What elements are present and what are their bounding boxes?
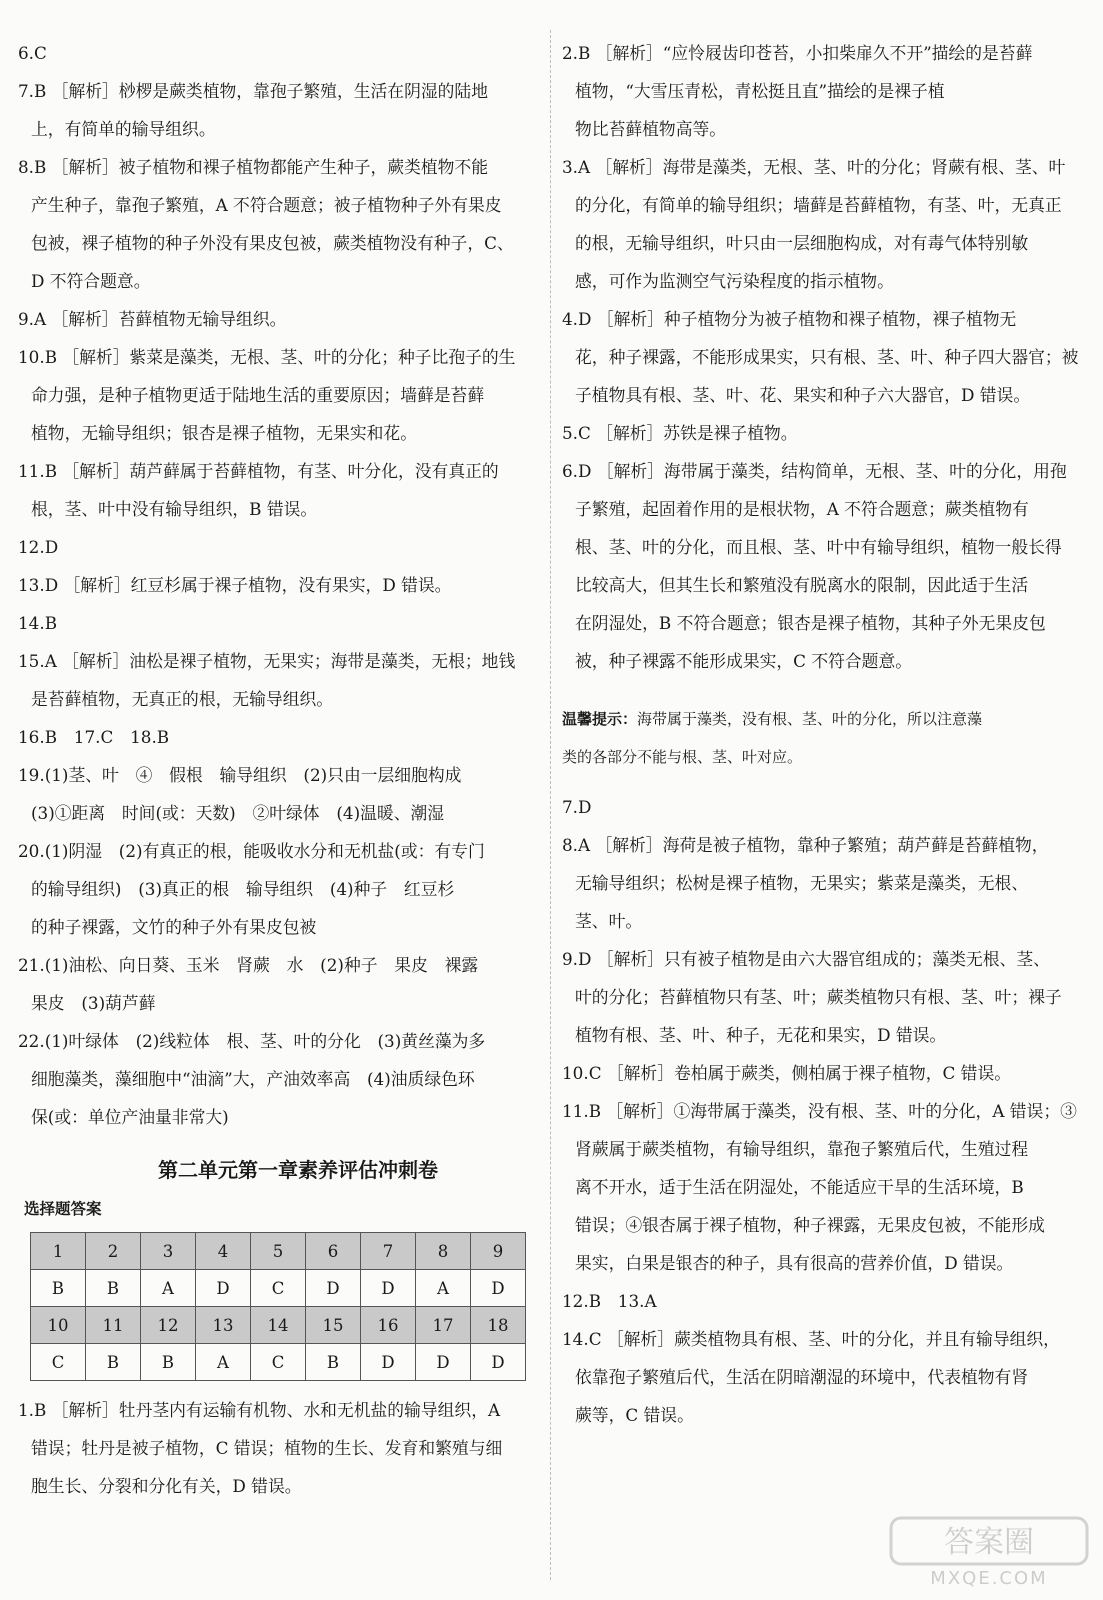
- entry-line: 无输导组织；松树是裸子植物，无果实；紫菜是藻类，无根、: [575, 873, 1029, 893]
- answer-entry: [18, 946, 538, 1022]
- entry-line: 14.C ［解析］蕨类植物具有根、茎、叶的分化，并且有输导组织，: [562, 1329, 1060, 1349]
- entry-line: 7.B ［解析］桫椤是蕨类植物，靠孢子繁殖，生活在阴湿的陆地: [18, 81, 488, 101]
- right-entries: [562, 34, 1084, 680]
- entry-line: 11.B ［解析］①海带属于藻类，没有根、茎、叶的分化，A 错误；③: [562, 1101, 1077, 1121]
- answer-cell: 13: [196, 1307, 251, 1344]
- entry-line: 包被，裸子植物的种子外没有果皮包被，蕨类植物没有种子，C、: [31, 233, 514, 253]
- answer-cell: A: [196, 1344, 251, 1381]
- answer-number-row: [31, 1307, 526, 1344]
- entry-line: 8.B ［解析］被子植物和裸子植物都能产生种子，蕨类植物不能: [18, 157, 488, 177]
- entry-line: 22.(1)叶绿体 (2)线粒体 根、茎、叶的分化 (3)黄丝藻为多: [18, 1031, 486, 1051]
- left-after-entries: [18, 1391, 538, 1505]
- svg-text:答案圈: 答案圈: [944, 1525, 1034, 1560]
- answer-entry: [562, 34, 1084, 148]
- column-divider: [550, 30, 551, 1580]
- entry-line: 的分化，有简单的输导组织；墙藓是苔藓植物，有茎、叶，无真正: [575, 195, 1062, 215]
- answer-cell: 15: [306, 1307, 361, 1344]
- entry-line: 2.B ［解析］“应怜屐齿印苍苔，小扣柴扉久不开”描绘的是苔藓: [562, 43, 1033, 63]
- entry-line: 胞生长、分裂和分化有关，D 错误。: [31, 1476, 302, 1496]
- answer-entry: [18, 718, 538, 756]
- answer-entry: [562, 826, 1084, 940]
- answer-choice-row: [31, 1270, 526, 1307]
- answer-entry: [562, 1282, 1084, 1320]
- tip-line: 类的各部分不能与根、茎、叶对应。: [562, 748, 803, 766]
- answer-cell: B: [306, 1344, 361, 1381]
- answer-entry: [18, 604, 538, 642]
- entry-line: 植物有根、茎、叶、种子，无花和果实，D 错误。: [575, 1025, 947, 1045]
- answer-cell: 2: [86, 1233, 141, 1270]
- watermark-logo: [889, 1516, 1089, 1588]
- answer-cell: B: [86, 1344, 141, 1381]
- entry-line: (3)①距离 时间(或：天数) ②叶绿体 (4)温暖、潮湿: [31, 803, 445, 823]
- entry-line: 21.(1)油松、向日葵、玉米 肾蕨 水 (2)种子 果皮 裸露: [18, 955, 479, 975]
- answer-entry: [562, 300, 1084, 414]
- answer-cell: C: [251, 1270, 306, 1307]
- entry-line: 子繁殖，起固着作用的是根状物，A 不符合题意；蕨类植物有: [575, 499, 1029, 519]
- answer-cell: D: [196, 1270, 251, 1307]
- answer-entry: [18, 300, 538, 338]
- answer-entry: [18, 1022, 538, 1136]
- answer-entry: [18, 566, 538, 604]
- answer-cell: 14: [251, 1307, 306, 1344]
- answer-cell: 10: [31, 1307, 86, 1344]
- answer-cell: B: [31, 1270, 86, 1307]
- answer-cell: 16: [361, 1307, 416, 1344]
- answer-cell: D: [471, 1270, 526, 1307]
- tip-box: [562, 700, 1084, 776]
- right-after-entries: [562, 788, 1084, 1434]
- answer-cell: C: [31, 1344, 86, 1381]
- entry-line: 15.A ［解析］油松是裸子植物，无果实；海带是藻类，无根；地钱: [18, 651, 516, 671]
- answer-entry: [18, 452, 538, 528]
- section-title: 第二单元第一章素养评估冲刺卷: [158, 1158, 438, 1182]
- answer-entry: [562, 452, 1084, 680]
- entry-line: 子植物具有根、茎、叶、花、果实和种子六大器官，D 错误。: [575, 385, 1031, 405]
- answer-entry: [18, 528, 538, 566]
- entry-line: 的根，无输导组织，叶只由一层细胞构成，对有毒气体特别敏: [575, 233, 1029, 253]
- entry-line: 被，种子裸露不能形成果实，C 不符合题意。: [575, 651, 913, 671]
- answer-cell: C: [251, 1344, 306, 1381]
- answer-entry: [18, 148, 538, 300]
- entry-line: 13.D ［解析］红豆杉属于裸子植物，没有果实，D 错误。: [18, 575, 452, 595]
- left-column: [18, 34, 538, 1505]
- entry-line: 6.C: [18, 43, 47, 63]
- entry-line: 10.B ［解析］紫菜是藻类，无根、茎、叶的分化；种子比孢子的生: [18, 347, 516, 367]
- entry-line: 离不开水，适于生活在阴湿处，不能适应干旱的生活环境，B: [575, 1177, 1024, 1197]
- answer-entry: [18, 1391, 538, 1505]
- answer-entry: [18, 832, 538, 946]
- answer-cell: 6: [306, 1233, 361, 1270]
- answer-entry: [562, 1054, 1084, 1092]
- answer-table: [30, 1232, 526, 1381]
- entry-line: 错误；牡丹是被子植物，C 错误；植物的生长、发育和繁殖与细: [31, 1438, 503, 1458]
- answer-cell: 12: [141, 1307, 196, 1344]
- entry-line: 16.B 17.C 18.B: [18, 727, 170, 747]
- answer-cell: D: [471, 1344, 526, 1381]
- entry-line: 肾蕨属于蕨类植物，有输导组织，靠孢子繁殖后代，生殖过程: [575, 1139, 1029, 1159]
- entry-line: 植物，“大雪压青松，青松挺且直”描绘的是裸子植: [575, 81, 945, 101]
- entry-line: 10.C ［解析］卷柏属于蕨类，侧柏属于裸子植物，C 错误。: [562, 1063, 1012, 1083]
- entry-line: 保(或：单位产油量非常大): [31, 1107, 229, 1127]
- entry-line: 果皮 (3)葫芦藓: [31, 993, 156, 1013]
- entry-line: 14.B: [18, 613, 58, 633]
- answer-cell: A: [416, 1270, 471, 1307]
- entry-line: 19.(1)茎、叶 ④ 假根 输导组织 (2)只由一层细胞构成: [18, 765, 462, 785]
- answer-entry: [562, 1092, 1084, 1282]
- answer-cell: D: [361, 1344, 416, 1381]
- answer-cell: 18: [471, 1307, 526, 1344]
- entry-line: 根，茎、叶中没有输导组织，B 错误。: [31, 499, 318, 519]
- entry-line: 细胞藻类，藻细胞中“油滴”大，产油效率高 (4)油质绿色环: [31, 1069, 475, 1089]
- entry-line: 9.D ［解析］只有被子植物是由六大器官组成的；藻类无根、茎、: [562, 949, 1050, 969]
- answer-cell: B: [141, 1344, 196, 1381]
- entry-line: 依靠孢子繁殖后代，生活在阴暗潮湿的环境中，代表植物有肾: [575, 1367, 1029, 1387]
- answer-entry: [562, 1320, 1084, 1434]
- entry-line: 命力强，是种子植物更适于陆地生活的重要原因；墙藓是苔藓: [31, 385, 485, 405]
- answer-cell: B: [86, 1270, 141, 1307]
- answer-cell: 11: [86, 1307, 141, 1344]
- entry-line: 在阴湿处，B 不符合题意；银杏是裸子植物，其种子外无果皮包: [575, 613, 1046, 633]
- entry-line: 产生种子，靠孢子繁殖，A 不符合题意；被子植物种子外有果皮: [31, 195, 502, 215]
- entry-line: 果实，白果是银杏的种子，具有很高的营养价值，D 错误。: [575, 1253, 1014, 1273]
- answer-entry: [18, 34, 538, 72]
- entry-line: 感，可作为监测空气污染程度的指示植物。: [575, 271, 894, 291]
- answer-cell: 1: [31, 1233, 86, 1270]
- section-subtitle: 选择题答案: [24, 1199, 102, 1218]
- entry-line: 3.A ［解析］海带是藻类，无根、茎、叶的分化；肾蕨有根、茎、叶: [562, 157, 1066, 177]
- left-entries: [18, 34, 538, 1136]
- entry-line: 植物，无输导组织；银杏是裸子植物，无果实和花。: [31, 423, 417, 443]
- entry-line: 11.B ［解析］葫芦藓属于苔藓植物，有茎、叶分化，没有真正的: [18, 461, 499, 481]
- tip-line: 海带属于藻类，没有根、茎、叶的分化，所以注意藻: [637, 710, 983, 728]
- entry-line: 20.(1)阴湿 (2)有真正的根，能吸收水分和无机盐(或：有专门: [18, 841, 485, 861]
- entry-line: 根、茎、叶的分化，而且根、茎、叶中有输导组织，植物一般长得: [575, 537, 1062, 557]
- right-column: [562, 34, 1084, 1434]
- answer-cell: D: [416, 1344, 471, 1381]
- entry-line: 茎、叶。: [575, 911, 643, 931]
- answer-entry: [18, 642, 538, 718]
- entry-line: 花，种子裸露，不能形成果实，只有根、茎、叶、种子四大器官；被: [575, 347, 1079, 367]
- answer-entry: [562, 940, 1084, 1054]
- entry-line: 上，有简单的输导组织。: [31, 119, 216, 139]
- svg-text:MXQE.COM: MXQE.COM: [930, 1568, 1048, 1588]
- entry-line: 是苔藓植物，无真正的根，无输导组织。: [31, 689, 334, 709]
- answer-cell: A: [141, 1270, 196, 1307]
- answer-entry: [18, 338, 538, 452]
- answer-entry: [562, 788, 1084, 826]
- answer-cell: 5: [251, 1233, 306, 1270]
- answer-choice-row: [31, 1344, 526, 1381]
- entry-line: D 不符合题意。: [31, 271, 151, 291]
- entry-line: 的种子裸露，文竹的种子外有果皮包被: [31, 917, 317, 937]
- entry-line: 4.D ［解析］种子植物分为被子植物和裸子植物，裸子植物无: [562, 309, 1017, 329]
- answer-entry: [18, 72, 538, 148]
- entry-line: 物比苔藓植物高等。: [575, 119, 727, 139]
- tip-title: 温馨提示：: [562, 710, 638, 728]
- entry-line: 1.B ［解析］牡丹茎内有运输有机物、水和无机盐的输导组织，A: [18, 1400, 501, 1420]
- entry-line: 的输导组织) (3)真正的根 输导组织 (4)种子 红豆杉: [31, 879, 455, 899]
- answer-entry: [18, 756, 538, 832]
- entry-line: 叶的分化；苔藓植物只有茎、叶；蕨类植物只有根、茎、叶；裸子: [575, 987, 1062, 1007]
- entry-line: 比较高大，但其生长和繁殖没有脱离水的限制，因此适于生活: [575, 575, 1029, 595]
- answer-cell: D: [306, 1270, 361, 1307]
- answer-entry: [562, 148, 1084, 300]
- entry-line: 12.B 13.A: [562, 1291, 657, 1311]
- answer-cell: 9: [471, 1233, 526, 1270]
- entry-line: 12.D: [18, 537, 59, 557]
- entry-line: 错误；④银杏属于裸子植物，种子裸露，无果皮包被，不能形成: [575, 1215, 1045, 1235]
- entry-line: 蕨等，C 错误。: [575, 1405, 694, 1425]
- entry-line: 7.D: [562, 797, 592, 817]
- answer-cell: D: [361, 1270, 416, 1307]
- answer-number-row: [31, 1233, 526, 1270]
- answer-cell: 17: [416, 1307, 471, 1344]
- answer-cell: 4: [196, 1233, 251, 1270]
- entry-line: 6.D ［解析］海带属于藻类，结构简单，无根、茎、叶的分化，用孢: [562, 461, 1067, 481]
- answer-entry: [562, 414, 1084, 452]
- entry-line: 5.C ［解析］苏铁是裸子植物。: [562, 423, 798, 443]
- entry-line: 9.A ［解析］苔藓植物无输导组织。: [18, 309, 287, 329]
- entry-line: 8.A ［解析］海荷是被子植物，靠种子繁殖；葫芦藓是苔藓植物，: [562, 835, 1049, 855]
- answer-cell: 3: [141, 1233, 196, 1270]
- answer-cell: 8: [416, 1233, 471, 1270]
- answer-cell: 7: [361, 1233, 416, 1270]
